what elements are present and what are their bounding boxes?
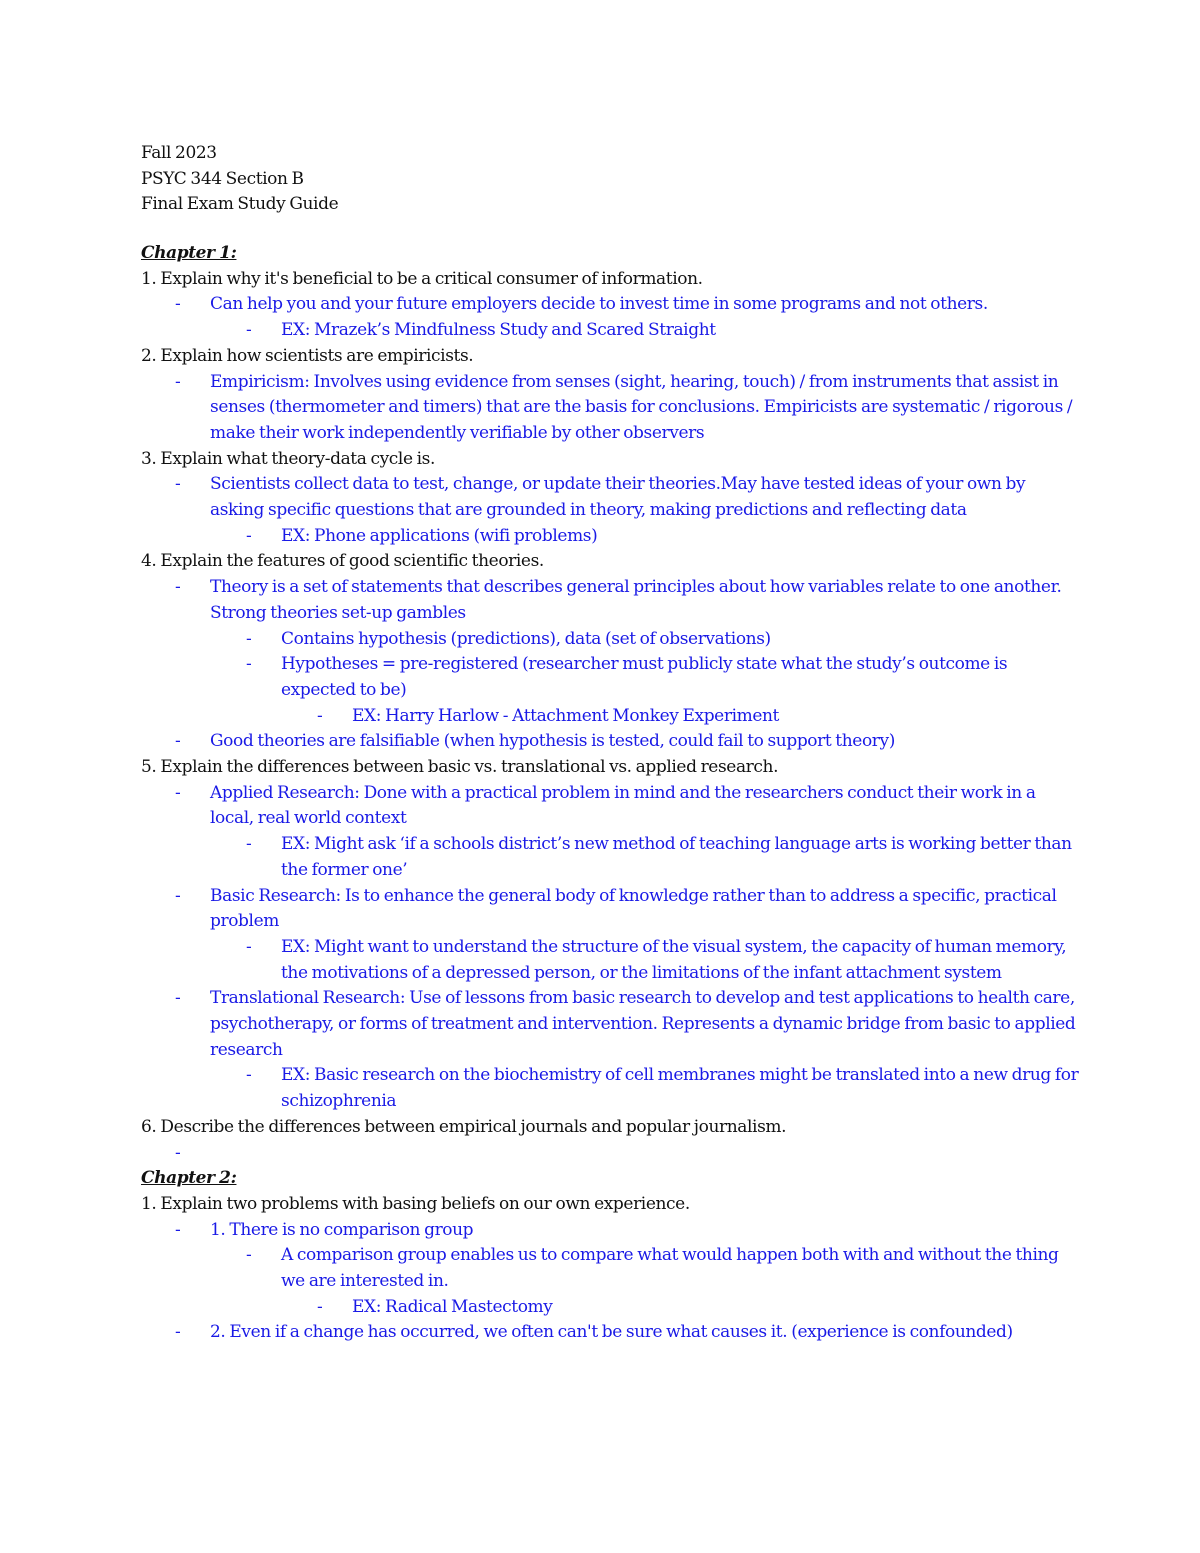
bullet-text: Scientists collect data to test, change, or update their theories.May have tested ideas of your own by asking specific questions that are grounded in theory, making predictions and reflecting data: [210, 474, 1026, 521]
bullet-text: EX: Radical Mastectomy: [352, 1296, 553, 1317]
answer-bullet-level-2: [141, 627, 1081, 653]
bullet-dash: -: [317, 705, 323, 726]
bullet-dash: -: [175, 294, 181, 315]
question: 6. Describe the differences between empirical journals and popular journalism.: [141, 1116, 787, 1137]
answer-bullet-level-2: [141, 652, 1081, 703]
answer-bullet-level-1: [141, 1320, 1081, 1346]
bullet-text: Hypotheses = pre-registered (researcher must publicly state what the study’s outcome is expected to be): [281, 654, 1008, 700]
bullet-dash: -: [175, 885, 181, 906]
answer-bullet-level-3: [141, 704, 1081, 730]
bullet-text: EX: Mrazek’s Mindfulness Study and Scared Straight: [281, 320, 716, 341]
bullet-text: EX: Harry Harlow - Attachment Monkey Experiment: [352, 705, 779, 726]
bullet-dash: -: [175, 577, 181, 598]
document-header: [141, 141, 338, 218]
bullet-text: Basic Research: Is to enhance the general body of knowledge rather than to address a specific, practical problem: [210, 885, 1057, 932]
answer-bullet-level-3: [141, 1295, 1081, 1321]
bullet-text: Applied Research: Done with a practical problem in mind and the researchers conduct their work in a local, real world context: [210, 782, 1036, 829]
answer-bullet-level-1: [141, 292, 1081, 318]
bullet-text: EX: Phone applications (wifi problems): [281, 525, 598, 546]
bullet-dash: -: [246, 320, 252, 341]
bullet-dash: -: [175, 1322, 181, 1343]
answer-bullet-level-2: [141, 935, 1081, 986]
document-title: Final Exam Study Guide: [141, 194, 339, 215]
bullet-dash: -: [246, 834, 252, 855]
question: 3. Explain what theory-data cycle is.: [141, 448, 435, 469]
answer-bullet-level-2: [141, 524, 1081, 550]
question: 1. Explain two problems with basing beliefs on our own experience.: [141, 1193, 690, 1214]
bullet-dash: -: [317, 1296, 323, 1317]
answer-bullet-level-1: [141, 1218, 1081, 1244]
answer-bullet-level-1: [141, 884, 1081, 935]
answer-bullet-level-1: [141, 986, 1081, 1063]
answer-bullet-level-1: [141, 370, 1081, 447]
bullet-dash: -: [175, 1142, 181, 1163]
bullet-text: EX: Might want to understand the structure of the visual system, the capacity of human memory, the motivations of a depressed person, or the limitations of the infant attachment system: [281, 936, 1067, 983]
answer-bullet-level-1: [141, 729, 1081, 755]
course-line: PSYC 344 Section B: [141, 168, 304, 189]
bullet-text: EX: Might ask ‘if a schools district’s new method of teaching language arts is working better than the former one’: [281, 834, 1072, 880]
bullet-dash: -: [175, 371, 181, 392]
bullet-text: Good theories are falsifiable (when hypothesis is tested, could fail to support theory): [210, 731, 895, 752]
question: 4. Explain the features of good scientific theories.: [141, 551, 544, 572]
chapter-heading: Chapter 1:: [141, 243, 237, 263]
answer-bullet-level-2: [141, 1063, 1081, 1114]
bullet-text: EX: Basic research on the biochemistry of cell membranes might be translated into a new drug for schizophrenia: [281, 1065, 1079, 1112]
bullet-dash: -: [246, 525, 252, 546]
question: 1. Explain why it's beneficial to be a critical consumer of information.: [141, 268, 703, 289]
study-guide-body: [141, 241, 1081, 1346]
bullet-dash: -: [246, 1245, 252, 1266]
answer-bullet-level-1: [141, 1141, 1081, 1167]
chapter-heading: Chapter 2:: [141, 1168, 237, 1189]
bullet-text: Translational Research: Use of lessons from basic research to develop and test applications to health care, psychotherapy, or forms of treatment and intervention. Represents a dynamic bridge from basic to applied research: [210, 988, 1076, 1060]
bullet-text: 2. Even if a change has occurred, we often can't be sure what causes it. (experience is confounded): [210, 1322, 1013, 1343]
bullet-dash: -: [246, 654, 252, 675]
term-line: Fall 2023: [141, 143, 217, 163]
bullet-dash: -: [175, 731, 181, 752]
bullet-dash: -: [246, 1065, 252, 1086]
answer-bullet-level-2: [141, 318, 1081, 344]
question: 5. Explain the differences between basic vs. translational vs. applied research.: [141, 757, 779, 778]
bullet-text: Can help you and your future employers decide to invest time in some programs and not others.: [210, 294, 988, 315]
bullet-dash: -: [246, 936, 252, 957]
answer-bullet-level-2: [141, 832, 1081, 883]
bullet-text: Contains hypothesis (predictions), data (set of observations): [281, 628, 771, 649]
bullet-dash: -: [175, 988, 181, 1009]
bullet-dash: -: [175, 782, 181, 803]
answer-bullet-level-1: [141, 781, 1081, 832]
bullet-dash: -: [246, 628, 252, 649]
bullet-text: A comparison group enables us to compare what would happen both with and without the thing we are interested in.: [281, 1245, 1059, 1292]
answer-bullet-level-1: [141, 472, 1081, 523]
question: 2. Explain how scientists are empiricists.: [141, 345, 474, 366]
answer-bullet-level-1: [141, 575, 1081, 626]
bullet-text: Theory is a set of statements that describes general principles about how variables relate to one another. Strong theories set-up gambles: [210, 577, 1062, 623]
bullet-text: Empiricism: Involves using evidence from senses (sight, hearing, touch) / from instruments that assist in senses (thermometer and timers) that are the basis for conclusions. Empiricists are systematic / rigorous / make their work independently verifiable by other observers: [210, 371, 1073, 443]
bullet-dash: -: [175, 474, 181, 495]
answer-bullet-level-2: [141, 1243, 1081, 1294]
bullet-dash: -: [175, 1219, 181, 1240]
bullet-text: 1. There is no comparison group: [210, 1219, 474, 1240]
